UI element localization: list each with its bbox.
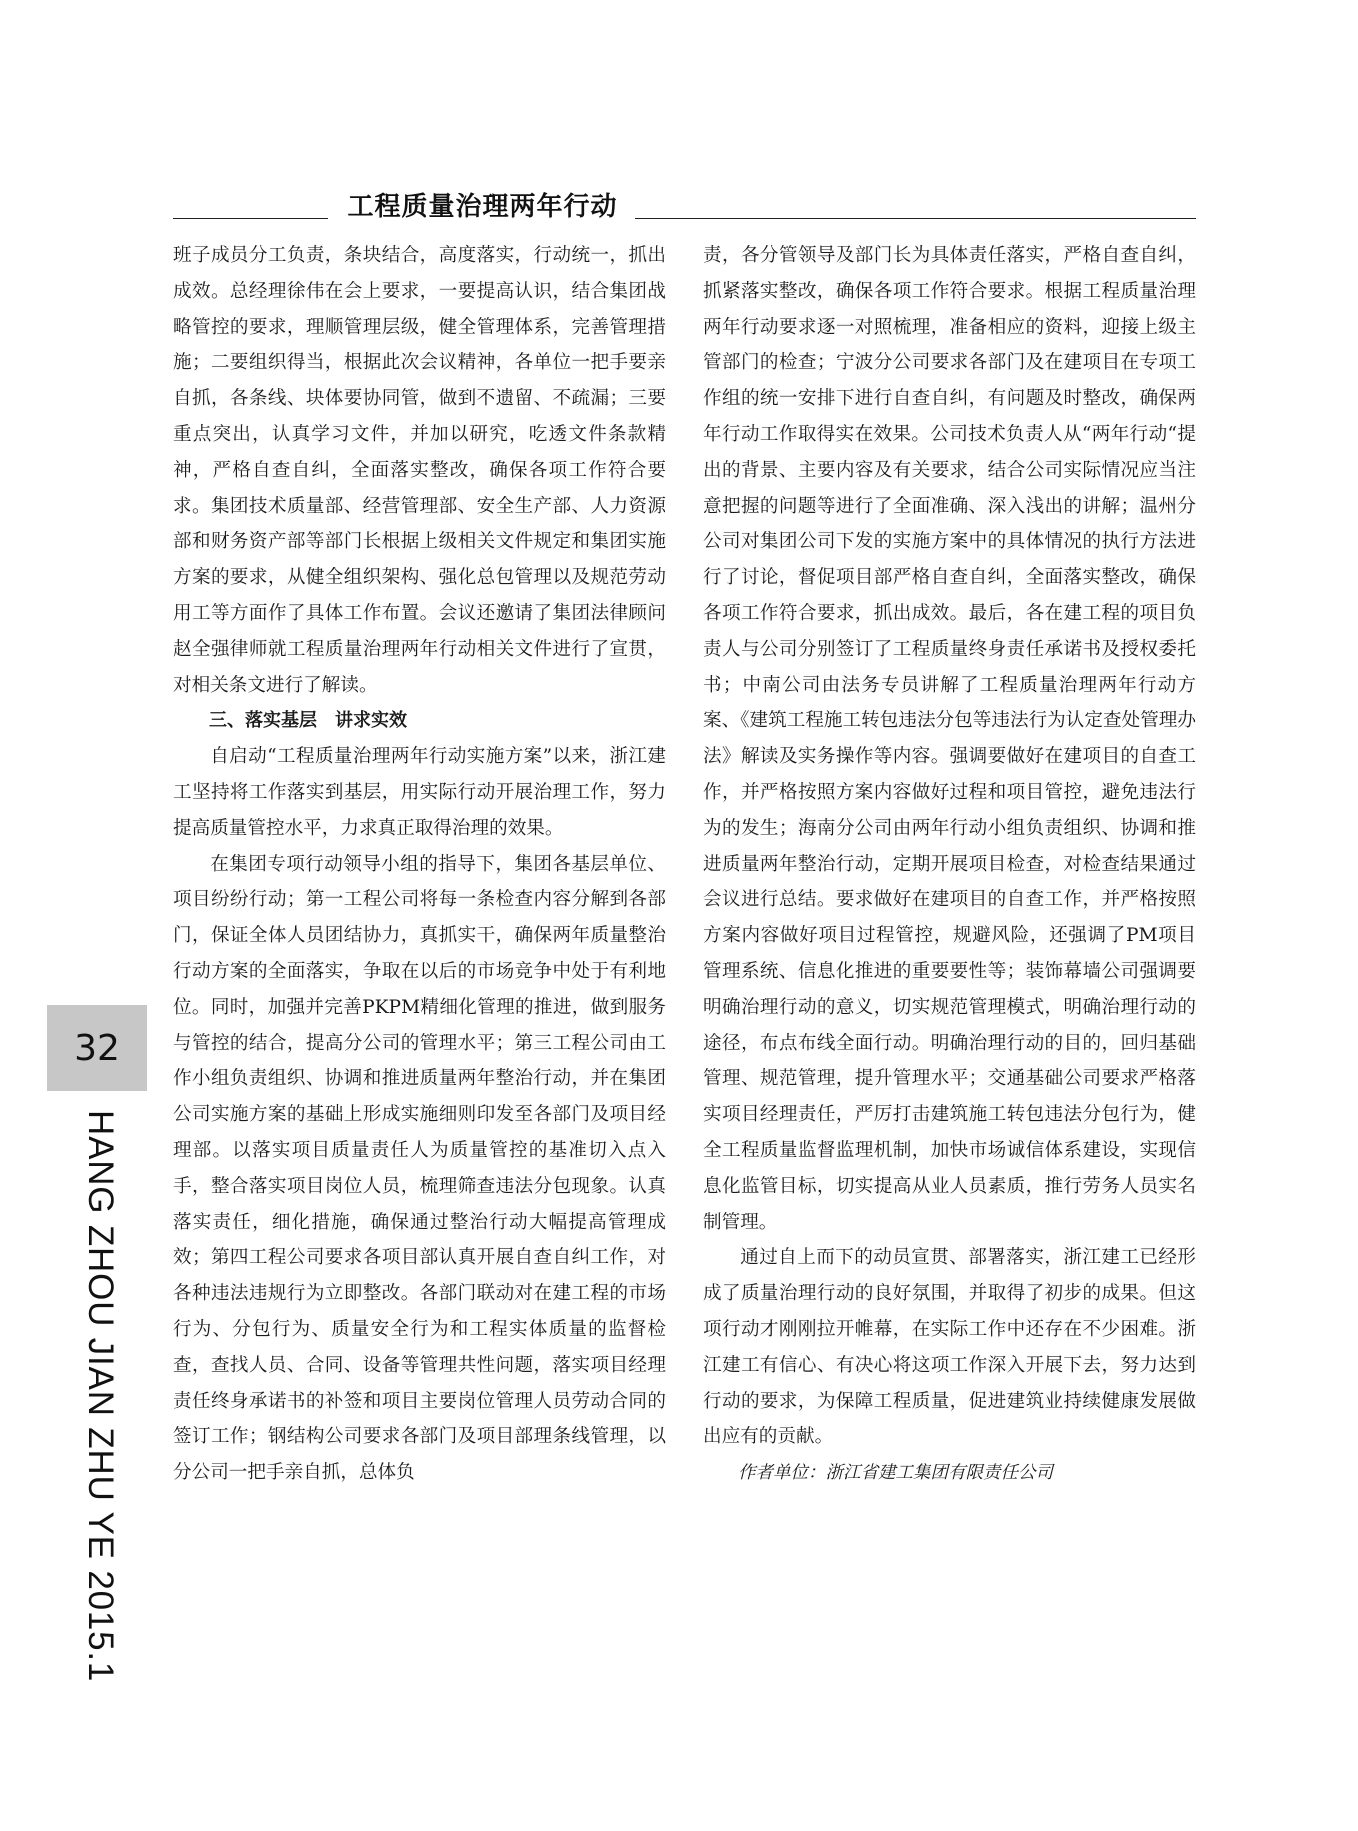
- page-number: 32: [74, 1027, 120, 1069]
- left-paragraph-1: 班子成员分工负责，条块结合，高度落实，行动统一，抓出成效。总经理徐伟在会上要求，一要提高认识，结合集团战略管控的要求，理顺管理层级，健全管理体系，完善管理措施；二要组织得当，根据此次会议精神，各单位一把手要亲自抓，各条线、块体要协同管，做到不遗留、不疏漏；三要重点突出，认真学习文件，并加以研究，吃透文件条款精神，严格自查自纠，全面落实整改，确保各项工作符合要求。集团技术质量部、经营管理部、安全生产部、人力资源部和财务资产部等部门长根据上级相关文件规定和集团实施方案的要求，从健全组织架构、强化总包管理以及规范劳动用工等方面作了具体工作布置。会议还邀请了集团法律顾问赵全强律师就工程质量治理两年行动相关文件进行了宣贯，对相关条文进行了解读。: [173, 245, 666, 696]
- right-paragraph-1: 责，各分管领导及部门长为具体责任落实，严格自查自纠，抓紧落实整改，确保各项工作符合要求。根据工程质量治理两年行动要求逐一对照梳理，准备相应的资料，迎接上级主管部门的检查；宁波分公司要求各部门及在建项目在专项工作组的统一安排下进行自查自纠，有问题及时整改，确保两年行动工作取得实在效果。公司技术负责人从“两年行动“提出的背景、主要内容及有关要求，结合公司实际情况应当注意把握的问题等进行了全面准确、深入浅出的讲解；温州分公司对集团公司下发的实施方案中的具体情况的执行方法进行了讨论，督促项目部严格自查自纠，全面落实整改，确保各项工作符合要求，抓出成效。最后，各在建工程的项目负责人与公司分别签订了工程质量终身责任承诺书及授权委托书；中南公司由法务专员讲解了工程质量治理两年行动方案、《建筑工程施工转包违法分包等违法行为认定查处管理办法》解读及实务操作等内容。强调要做好在建项目的自查工作，并严格按照方案内容做好过程和项目管控，避免违法行为的发生；海南分公司由两年行动小组负责组织、协调和推进质量两年整治行动，定期开展项目检查，对检查结果通过会议进行总结。要求做好在建项目的自查工作，并严格按照方案内容做好项目过程管控，规避风险，还强调了PM项目管理系统、信息化推进的重要要性等；装饰幕墙公司强调要明确治理行动的意义，切实规范管理模式，明确治理行动的途径，布点布线全面行动。明确治理行动的目的，回归基础管理、规范管理，提升管理水平；交通基础公司要求严格落实项目经理责任，严厉打击建筑施工转包违法分包行为，健全工程质量监督监理机制，加快市场诚信体系建设，实现信息化监管目标，切实提高从业人员素质，推行劳务人员实名制管理。: [703, 245, 1196, 1233]
- running-title-vertical: HANG ZHOU JIAN ZHU YE 2015.1: [81, 1110, 120, 1683]
- author-affiliation: 作者单位：浙江省建工集团有限责任公司: [738, 1463, 1053, 1484]
- left-paragraph-2: 自启动“工程质量治理两年行动实施方案”以来，浙江建工坚持将工作落实到基层，用实际行动开展治理工作，努力提高质量管控水平，力求真正取得治理的效果。: [173, 746, 666, 839]
- page-number-box: [47, 1005, 147, 1091]
- left-column: [173, 238, 666, 1491]
- header-rule-right: [635, 218, 1196, 219]
- right-paragraph-2: 通过自上而下的动员宣贯、部署落实，浙江建工已经形成了质量治理行动的良好氛围，并取得了初步的成果。但这项行动才刚刚拉开帷幕，在实际工作中还存在不少困难。浙江建工有信心、有决心将这项工作深入开展下去，努力达到行动的要求，为保障工程质量，促进建筑业持续健康发展做出应有的贡献。: [703, 1247, 1196, 1448]
- left-paragraph-3: 在集团专项行动领导小组的指导下，集团各基层单位、项目纷纷行动；第一工程公司将每一条检查内容分解到各部门，保证全体人员团结协力，真抓实干，确保两年质量整治行动方案的全面落实，争取在以后的市场竞争中处于有利地位。同时，加强并完善PKPM精细化管理的推进，做到服务与管控的结合，提高分公司的管理水平；第三工程公司由工作小组负责组织、协调和推进质量两年整治行动，并在集团公司实施方案的基础上形成实施细则印发至各部门及项目经理部。以落实项目质量责任人为质量管控的基准切入点入手，整合落实项目岗位人员，梳理筛查违法分包现象。认真落实责任，细化措施，确保通过整治行动大幅提高管理成效；第四工程公司要求各项目部认真开展自查自纠工作，对各种违法违规行为立即整改。各部门联动对在建工程的市场行为、分包行为、质量安全行为和工程实体质量的监督检查，查找人员、合同、设备等管理共性问题，落实项目经理责任终身承诺书的补签和项目主要岗位管理人员劳动合同的签订工作；钢结构公司要求各部门及项目部理条线管理，以分公司一把手亲自抓，总体负: [173, 853, 666, 1484]
- section-title: 工程质量治理两年行动: [347, 192, 618, 222]
- page-header: [173, 186, 1196, 224]
- right-column: [703, 238, 1196, 1492]
- section-heading: 三、落实基层 讲求实效: [209, 710, 407, 732]
- header-rule-left: [173, 218, 328, 219]
